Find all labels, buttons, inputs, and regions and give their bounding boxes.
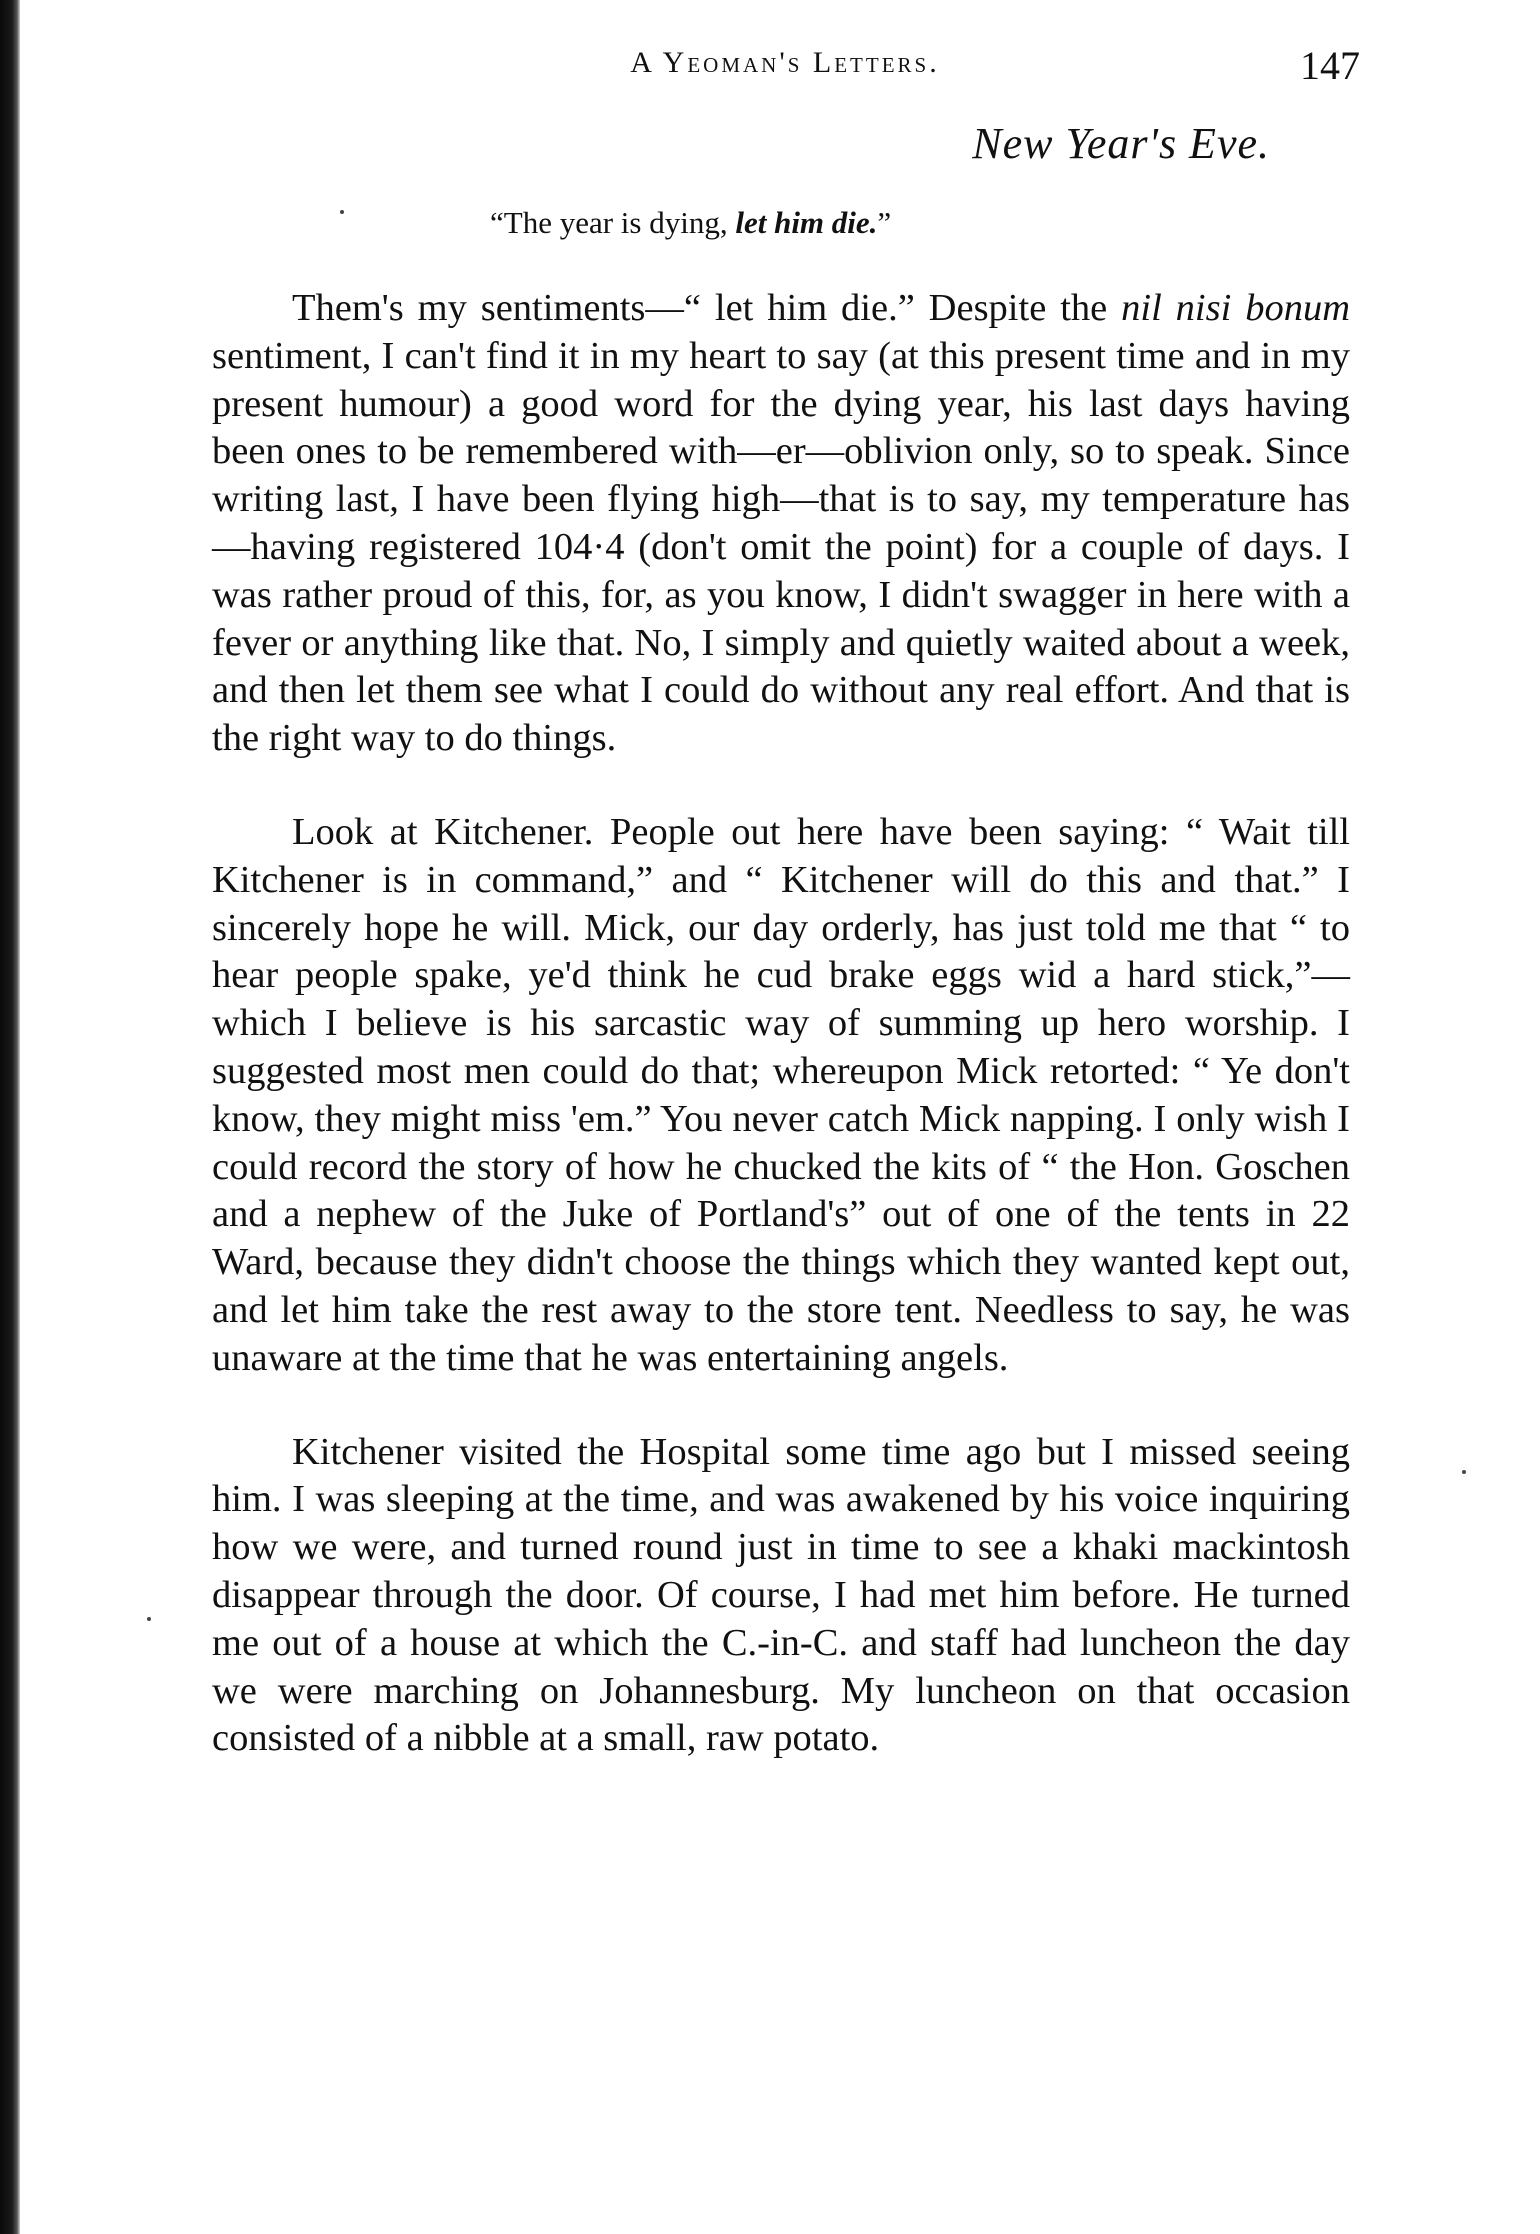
paragraph-1-italic: nil nisi bonum: [1121, 287, 1350, 329]
page-number: 147: [1300, 43, 1360, 88]
epigraph-italic: let him die.: [735, 205, 878, 240]
paragraph-3: Kitchener visited the Hospital some time ago but I missed seeing him. I was sleeping at the time, and was awakened by his voice inquiring how we were, and turned round just in time to see a khaki mackintosh disappear through the door. Of course, I had met him before. He turned me out of a house at which the C.-in-C. and staff had luncheon the day we were marching on Johannesburg. My luncheon on that occasion consisted of a nibble at a small, raw potato.: [212, 1430, 1350, 1760]
epigraph-plain: The year is dying,: [503, 205, 736, 240]
print-speck: [340, 210, 344, 214]
epigraph: [490, 205, 891, 241]
paragraph-1-rest: sentiment, I can't find it in my heart to say (at this present time and in my present humour) a good word for the dying year, his last days having been ones to be remembered with—er—oblivion only, so to speak. Since writing last, I have been flying high—that is to say, my temperature has—having registered 104·4 (don't omit the point) for a couple of days. I was rather proud of this, for, as you know, I didn't swagger in here with a fever or anything like that. No, I simply and quietly waited about a week, and then let them see what I could do without any real effort. And that is the right way to do things.: [212, 334, 1350, 760]
print-speck: [147, 1617, 151, 1621]
print-speck: [1462, 1470, 1466, 1474]
epigraph-open-quote: “: [490, 205, 504, 240]
date-heading: New Year's Eve.: [972, 119, 1270, 168]
paragraph-2: Look at Kitchener. People out here have been saying: “ Wait till Kitchener is in command,” and “ Kitchener will do this and that.” I sincerely hope he will. Mick, our day orderly, has just told me that “ to hear people spake, ye'd think he cud brake eggs wid a hard stick,”—which I believe is his sarcastic way of summing up hero worship. I suggested most men could do that; whereupon Mick retorted: “ Ye don't know, they might miss 'em.” You never catch Mick napping. I only wish I could record the story of how he chucked the kits of “ the Hon. Goschen and a nephew of the Juke of Portland's” out of one of the tents in 22 Ward, because they didn't choose the things which they wanted kept out, and let him take the rest away to the store tent. Needless to say, he was unaware at the time that he was entertaining angels.: [212, 810, 1350, 1379]
running-title: A Yeoman's Letters.: [630, 46, 940, 79]
body-text: [212, 285, 1350, 1809]
paragraph-1: [212, 285, 1350, 763]
paragraph-1-lead: Them's my sentiments—“ let him die.” Despite the: [292, 287, 1122, 329]
epigraph-close-quote: ”: [877, 205, 892, 240]
page-binding-edge: [0, 0, 20, 2234]
running-header: [210, 42, 1360, 92]
